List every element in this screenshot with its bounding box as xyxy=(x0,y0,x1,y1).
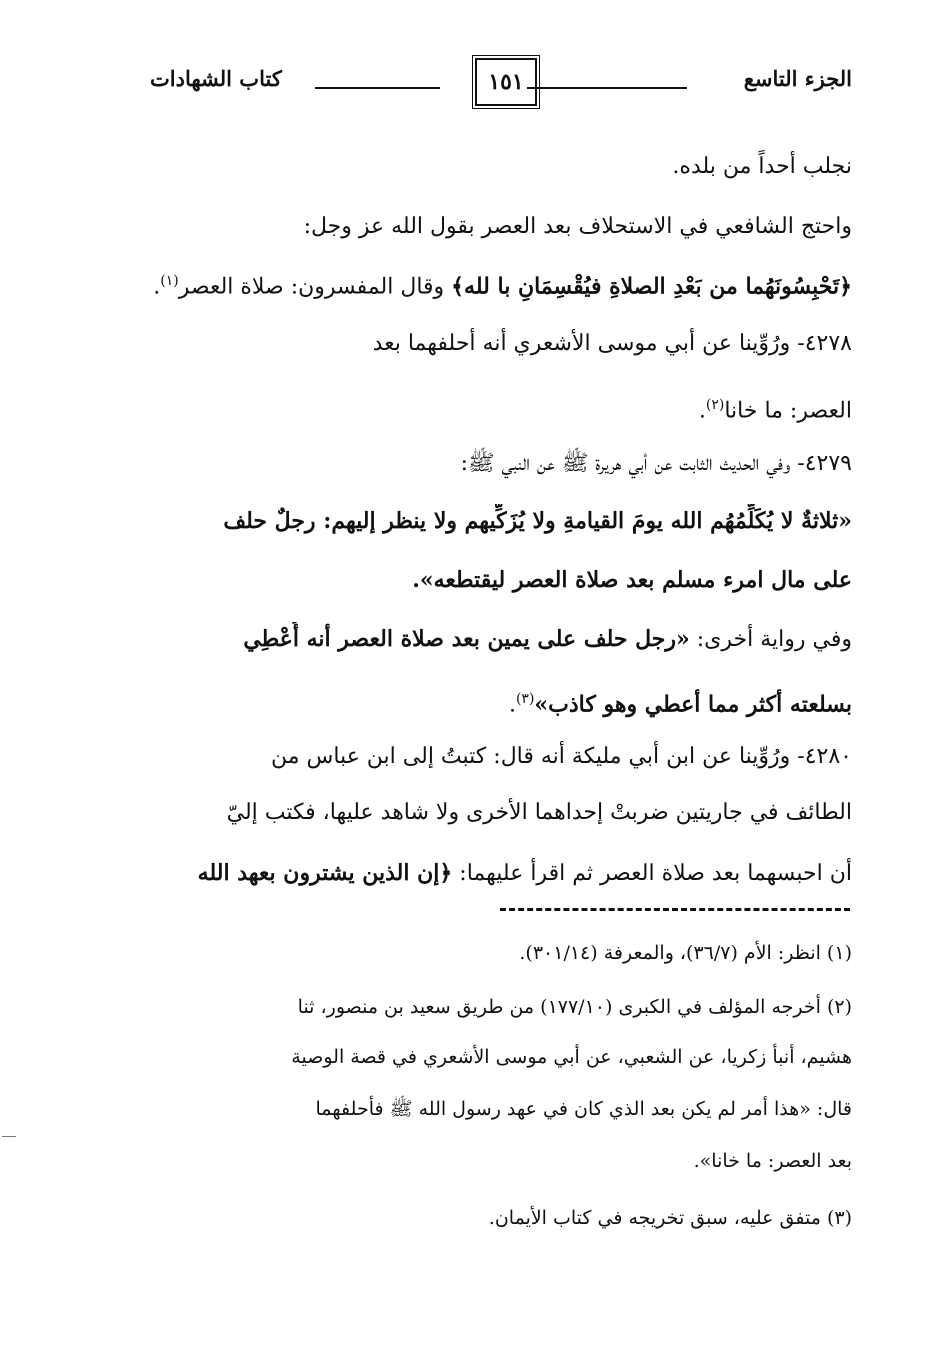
page-header xyxy=(150,58,852,108)
footnote-ref: (٣) xyxy=(515,691,535,707)
text-line-5 xyxy=(80,388,852,428)
text-line-12: الطائف في جاريتين ضربتْ إحداهما الأخرى ولا شاهد عليها، فكتب إليّ xyxy=(226,800,852,825)
footnote-ref: (٢) xyxy=(705,397,725,413)
text-segment: . xyxy=(153,274,161,300)
chapter-title: كتاب الشهادات xyxy=(150,66,282,91)
hadith-line-2: على مال امرء مسلم بعد صلاة العصر ليقتطعه». xyxy=(412,567,852,593)
text-line-3 xyxy=(80,264,852,304)
text-segment: العصر: ما خانا xyxy=(724,398,852,424)
header-rule-left xyxy=(315,87,440,89)
footnote-1: (١) انظر: الأم (٣٦/٧)، والمعرفة (٣٠١/١٤). xyxy=(519,942,852,964)
text-line-6: ٤٢٧٩- وفي الحديث الثابت عن أبي هريرة ﷺ عن النبي ﷺ: xyxy=(460,451,852,476)
footnote-ref: (١) xyxy=(160,273,179,289)
text-line-2: واحتج الشافعي في الاستحلاف بعد العصر بقول الله عز وجل: xyxy=(303,214,852,239)
header-rule-right xyxy=(527,87,687,89)
text-segment: . xyxy=(508,692,516,718)
quran-quote: ﴿إن الذين يشترون بعهد الله xyxy=(197,860,453,886)
text-line-11: ٤٢٨٠- ورُوِّينا عن ابن أبي مليكة أنه قال: كتبتُ إلى ابن عباس من xyxy=(270,744,852,769)
text-segment: أن احبسهما بعد صلاة العصر ثم اقرأ عليهما: xyxy=(452,861,852,886)
quran-quote: ﴿تَحْبِسُونَهُما من بَعْدِ الصلاةِ فيُقْسِمَانِ با لله﴾ xyxy=(451,273,852,300)
text-line-9 xyxy=(80,622,852,657)
volume-title: الجزء التاسع xyxy=(743,66,852,91)
scan-edge-mark xyxy=(2,1136,16,1137)
footnote-2-line-1: (٢) أخرجه المؤلف في الكبرى (١٧٧/١٠) من طريق سعيد بن منصور، ثنا xyxy=(297,996,852,1018)
page-number: ١٥١ xyxy=(475,58,537,106)
hadith-quote: بسلعته أكثر مما أعطي وهو كاذب» xyxy=(534,691,852,718)
footnote-divider xyxy=(500,908,850,911)
text-line-10 xyxy=(80,682,852,722)
footnote-3: (٣) متفق عليه، سبق تخريجه في كتاب الأيمان. xyxy=(488,1207,852,1229)
text-segment: . xyxy=(698,398,706,424)
footnote-2-line-3: قال: «هذا أمر لم يكن بعد الذي كان في عهد رسول الله ﷺ فأحلفهما xyxy=(315,1098,852,1120)
text-segment: وفي رواية أخرى: xyxy=(689,627,852,652)
text-line-1: نجلب أحداً من بلده. xyxy=(672,154,852,179)
hadith-quote: «رجل حلف على يمين بعد صلاة العصر أنه أُعْطِي xyxy=(243,626,690,652)
footnote-2-line-2: هشيم، أنبأ زكريا، عن الشعبي، عن أبي موسى الأشعري في قصة الوصية xyxy=(291,1046,852,1068)
text-line-13 xyxy=(80,856,852,891)
text-segment: وقال المفسرون: صلاة العصر xyxy=(178,274,452,300)
hadith-line-1: «ثلاثةٌ لا يُكَلِّمُهُم الله يومَ القيامةِ ولا يُزَكِّيهم ولا ينظر إليهم: رجلٌ حلف xyxy=(223,508,852,534)
text-line-4: ٤٢٧٨- ورُوِّينا عن أبي موسى الأشعري أنه أحلفهما بعد xyxy=(372,331,852,356)
footnote-2-line-4: بعد العصر: ما خانا». xyxy=(693,1150,852,1172)
